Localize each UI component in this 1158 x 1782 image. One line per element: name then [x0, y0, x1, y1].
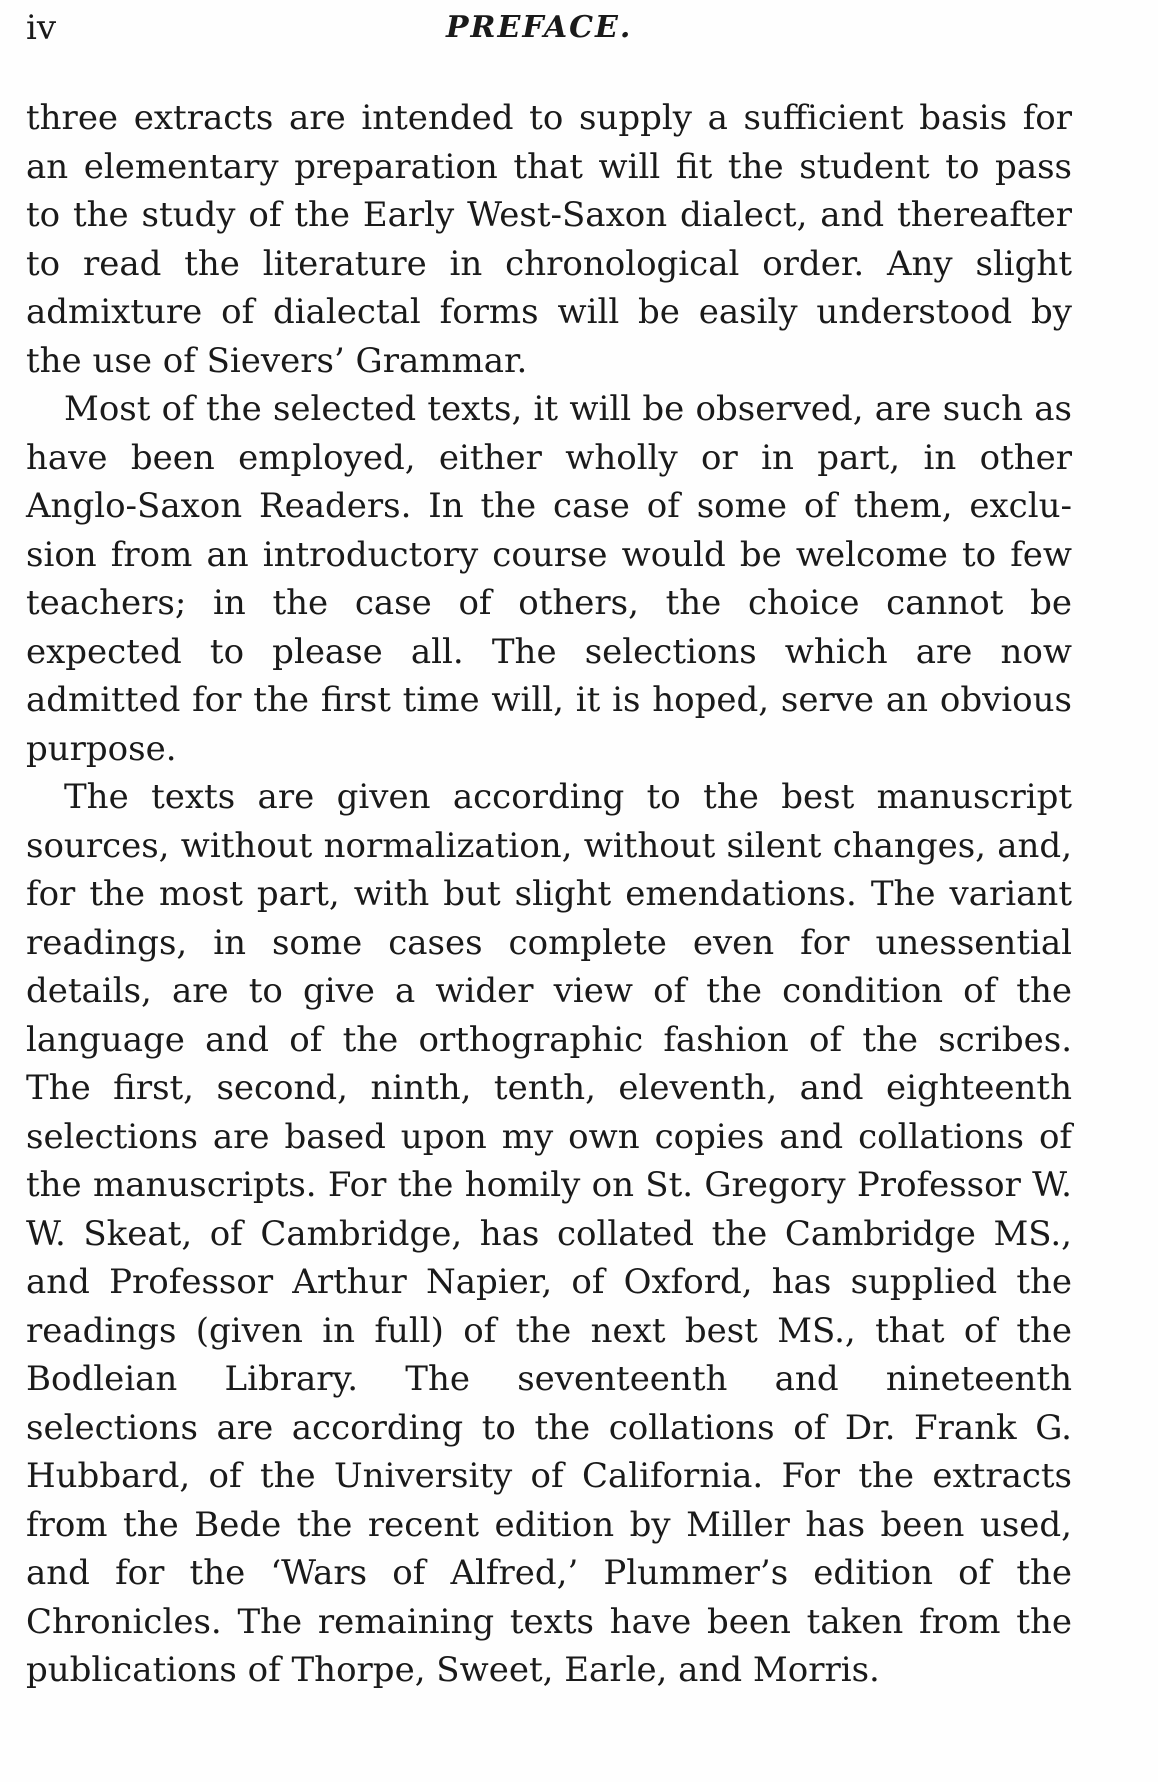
- running-title: PREFACE.: [446, 10, 633, 45]
- paragraph-1: three extracts are intended to supply a sufficient basis for an elementary preparation that will fit the student to pass to the study of the Early West-Saxon dialect, and thereafter to read the literature in chronological order. Any slight admixture of dialectal forms will be easily understood by the use of Sievers’ Grammar.: [26, 98, 1072, 381]
- preface-body: [26, 94, 1072, 1695]
- page-header: [26, 8, 1066, 48]
- paragraph-2: Most of the selected texts, it will be observed, are such as have been employed, either wholly or in part, in other Anglo-Saxon Readers. In the case of some of them, exclusion from an introductory course would be welcome to few teachers; in the case of others, the choice cannot be expected to please all. The selections which are now admitted for the first time will, it is hoped, serve an obvious purpose.: [26, 389, 1072, 769]
- page-number: iv: [26, 8, 57, 48]
- paragraph-3: The texts are given according to the best manuscript sources, without normalization, without silent changes, and, for the most part, with but slight emendations. The variant readings, in some cases complete even for unessential details, are to give a wider view of the condition of the language and of the orthographic fashion of the scribes. The first, second, ninth, tenth, eleventh, and eighteenth selections are based upon my own copies and collations of the manuscripts. For the homily on St. Gregory Professor W. W. Skeat, of Cambridge, has collated the Cambridge MS., and Professor Arthur Napier, of Oxford, has supplied the readings (given in full) of the next best MS., that of the Bodleian Library. The seventeenth and nineteenth selections are according to the collations of Dr. Frank G. Hubbard, of the University of California. For the extracts from the Bede the recent edition by Miller has been used, and for the ‘Wars of Alfred,’ Plummer’s edition of the Chronicles. The remaining texts have been taken from the publications of Thorpe, Sweet, Earle, and Morris.: [26, 777, 1072, 1690]
